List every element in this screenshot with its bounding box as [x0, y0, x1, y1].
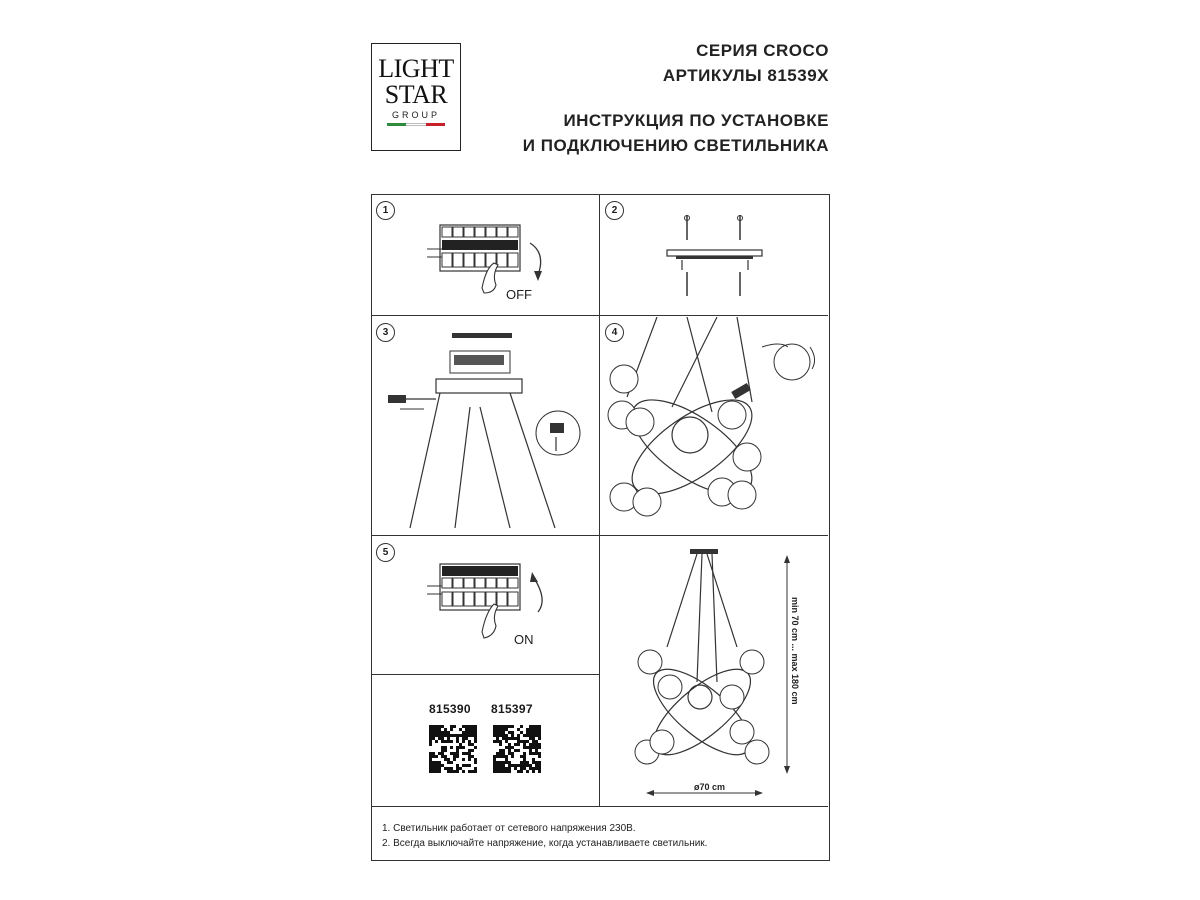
- logo-line-group: GROUP: [391, 110, 440, 120]
- instruction-sheet: [371, 194, 830, 861]
- dimensions-illustration: [602, 537, 828, 805]
- instruction-title-line1: ИНСТРУКЦИЯ ПО УСТАНОВКЕ: [563, 111, 829, 130]
- grid-divider-row2: [372, 535, 828, 536]
- brand-logo: [371, 43, 461, 151]
- height-dimension-label: min 70 cm ... max 180 cm: [790, 597, 800, 705]
- off-label: OFF: [506, 287, 532, 302]
- note-1: 1. Светильник работает от сетевого напряжения 230В.: [382, 823, 636, 834]
- step-number-5: 5: [376, 543, 395, 562]
- diameter-dimension-label: ø70 cm: [694, 782, 726, 792]
- step5-breaker-illustration: [422, 560, 582, 655]
- series-title: СЕРИЯ CROCO: [696, 41, 829, 60]
- logo-line-star: STAR: [384, 80, 448, 109]
- note-2: 2. Всегда выключайте напряжение, когда устанавливаете светильник.: [382, 838, 708, 849]
- step-number-3: 3: [376, 323, 395, 342]
- qr-code-815390-icon[interactable]: [429, 725, 477, 773]
- article-code-1: 815390: [429, 702, 471, 716]
- on-label: ON: [514, 632, 534, 647]
- step4-chandelier-illustration: [602, 317, 828, 535]
- step-number-4: 4: [605, 323, 624, 342]
- grid-divider-row1: [372, 315, 828, 316]
- step2-bracket-illustration: [662, 210, 772, 305]
- qr-code-815397-icon[interactable]: [493, 725, 541, 773]
- grid-divider-row3: [372, 674, 600, 675]
- notes-block: [382, 821, 707, 851]
- grid-divider-notes: [372, 806, 828, 807]
- header-series-block: [663, 38, 829, 88]
- grid-divider-vertical: [599, 195, 600, 806]
- instruction-title-line2: И ПОДКЛЮЧЕНИЮ СВЕТИЛЬНИКА: [522, 136, 829, 155]
- step-number-1: 1: [376, 201, 395, 220]
- article-code-2: 815397: [491, 702, 533, 716]
- header-instruction-block: [523, 108, 829, 158]
- articles-title: АРТИКУЛЫ 81539X: [662, 66, 829, 85]
- step-number-2: 2: [605, 201, 624, 220]
- logo-line-light: LIGHT: [378, 54, 454, 83]
- step3-connection-illustration: [380, 323, 595, 533]
- italian-flag-icon: [387, 123, 445, 126]
- step1-breaker-illustration: [422, 213, 582, 308]
